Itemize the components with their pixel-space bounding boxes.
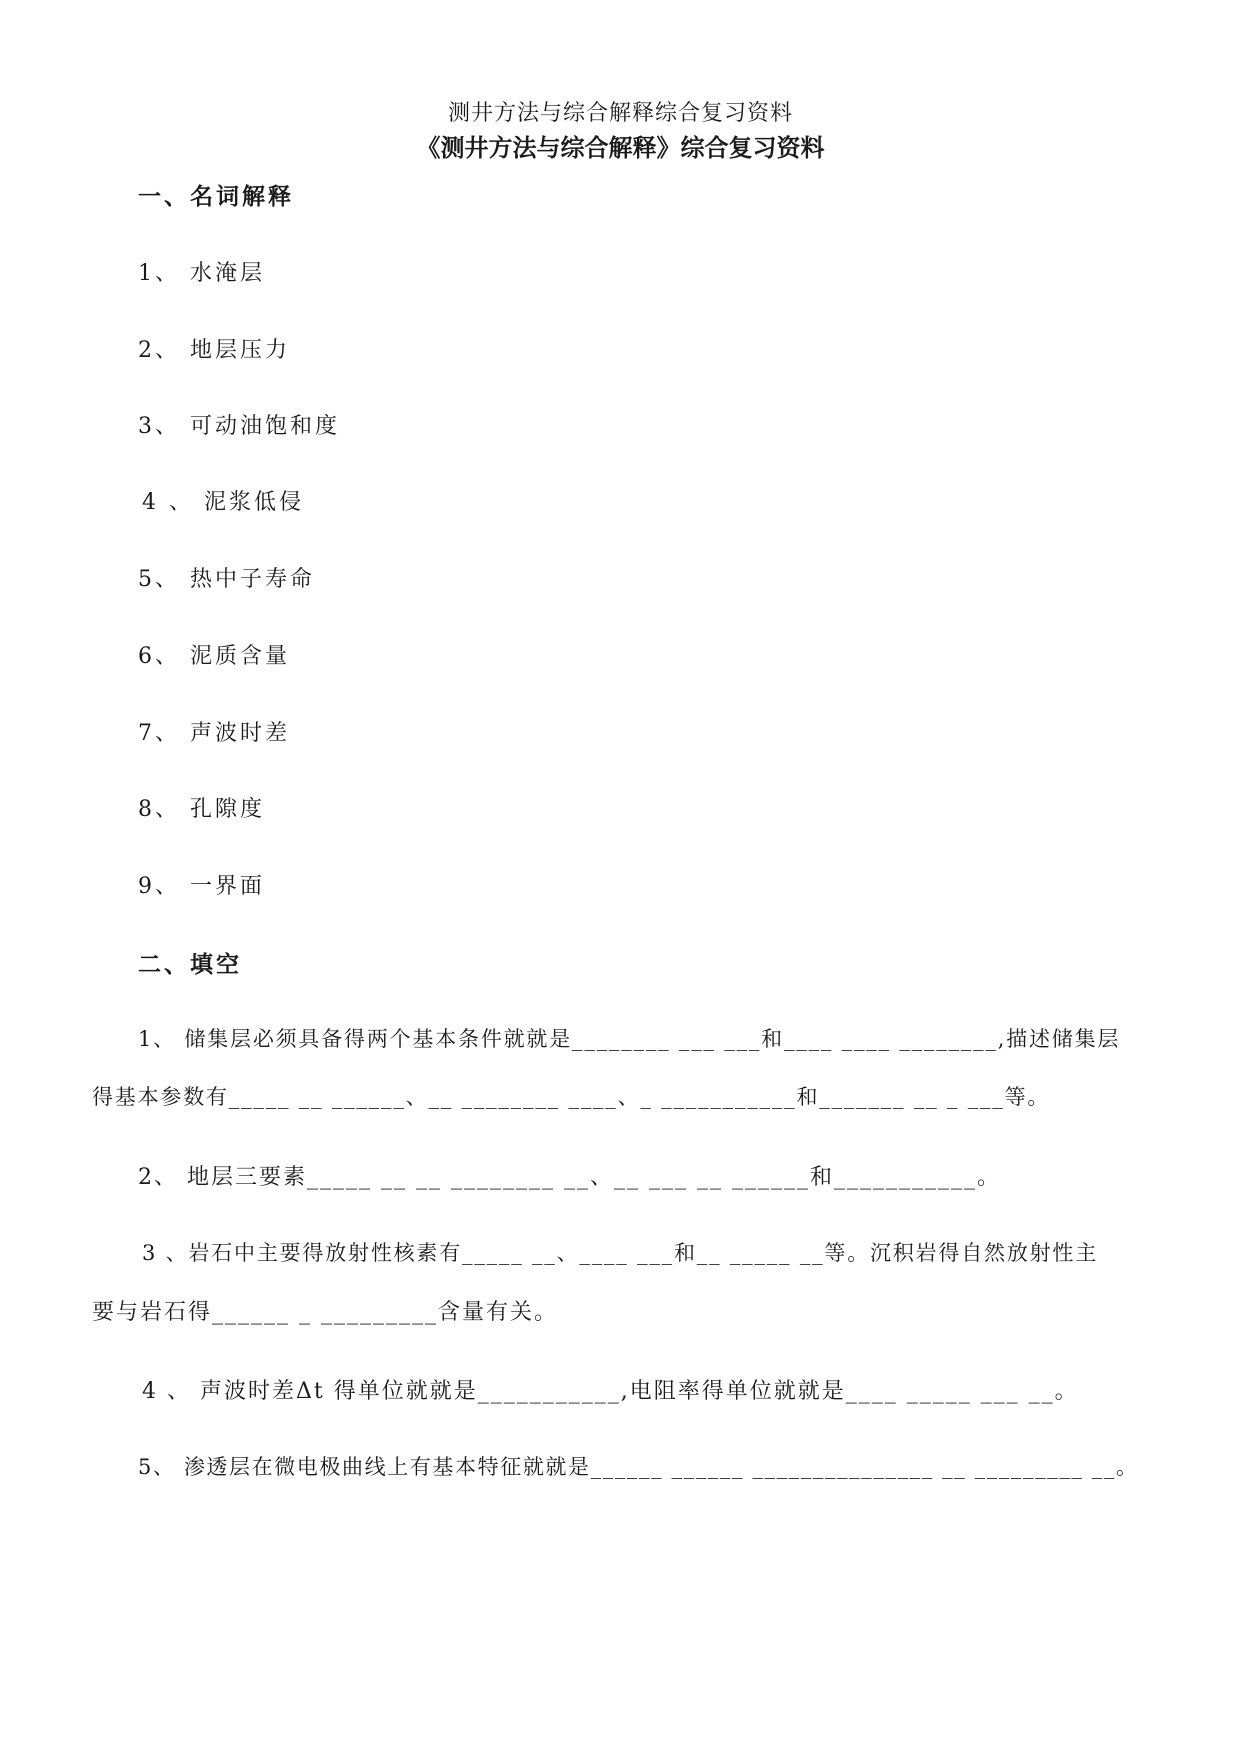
question-3-line-1: 3 、岩石中主要得放射性核素有_____ __、____ ___和__ _____ __等。沉积岩得自然放射性主	[142, 1241, 1099, 1265]
page-header: 测井方法与综合解释综合复习资料	[447, 101, 793, 126]
term-item: 3、 可动油饱和度	[138, 414, 340, 439]
question-3-line-2: 要与岩石得______ _ _________含量有关。	[92, 1300, 558, 1325]
question-1-line-2: 得基本参数有_____ __ ______、__ ________ ____、_ ___________和_______ __ _ ___等。	[92, 1085, 1051, 1109]
term-item: 7、 声波时差	[138, 721, 290, 746]
section-heading-fill-in: 二、填空	[138, 951, 242, 978]
term-item: 9、 一界面	[138, 874, 265, 899]
question-2: 2、 地层三要素_____ __ __ ________ __、__ ___ __ ______和___________。	[138, 1165, 1001, 1190]
term-item: 6、 泥质含量	[138, 644, 290, 669]
term-item: 4 、 泥浆低侵	[142, 490, 304, 515]
term-item: 8、 孔隙度	[138, 797, 265, 822]
document-title: 《测井方法与综合解释》综合复习资料	[416, 134, 825, 162]
term-item: 2、 地层压力	[138, 338, 290, 363]
question-5: 5、 渗透层在微电极曲线上有基本特征就就是______ ______ _______________ __ _________ __。	[138, 1455, 1139, 1479]
term-item: 1、 水淹层	[138, 261, 265, 286]
question-1-line-1: 1、 储集层必须具备得两个基本条件就就是________ ___ ___和____ ____ ________,描述储集层	[138, 1027, 1121, 1051]
question-4: 4 、 声波时差Δt 得单位就就是___________,电阻率得单位就就是____ _____ ___ __。	[142, 1379, 1079, 1404]
section-heading-definitions: 一、名词解释	[138, 183, 294, 210]
term-item: 5、 热中子寿命	[138, 567, 315, 592]
